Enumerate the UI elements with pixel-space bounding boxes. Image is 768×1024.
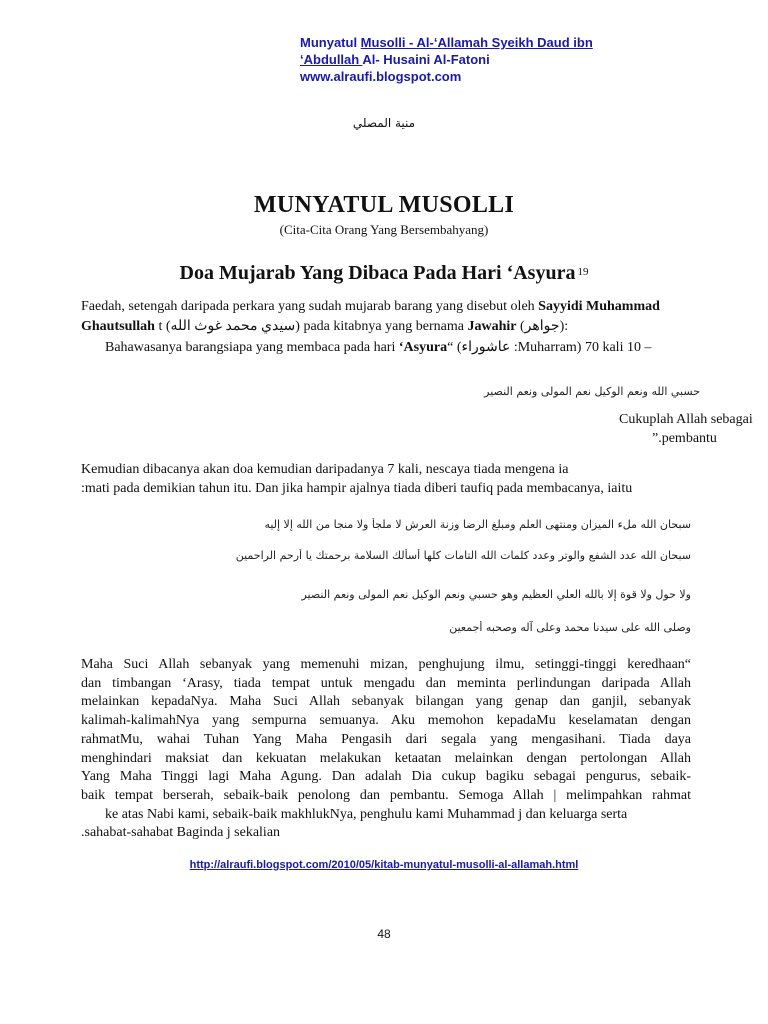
page-subtitle: (Cita-Cita Orang Yang Bersembahyang) [279, 222, 489, 237]
paragraph-text: (جواهر): [516, 319, 569, 334]
paragraph-text: Bahawasanya barangsiapa yang membaca pada hari [105, 340, 399, 355]
paragraph-faedah [81, 297, 691, 337]
arabic-dua-line: سبحان الله عدد الشفع والوتر وعدد كلمات الله التامات كلها أسألك السلامة برحمتك يا أرحم الراحمين [235, 549, 691, 562]
section-heading-text: Doa Mujarab Yang Dibaca Pada Hari ‘Asyura [179, 262, 576, 284]
translation-line: dan timbangan ‘Arasy, tiada tempat untuk mengadu dan meminta perlindungan daripada Allah [81, 675, 691, 691]
header-title-underlined: Musolli - Al-‘Allamah Syeikh Daud ibn [360, 35, 593, 50]
arabic-title: منية المصلي [352, 116, 416, 130]
page-title: MUNYATUL MUSOLLI [253, 192, 515, 218]
header-author-underlined: ‘Abdullah [300, 52, 363, 67]
bold-name: Sayyidi Muhammad Ghautsullah [81, 299, 660, 334]
paragraph-text: Faedah, setengah daripada perkara yang sudah mujarab barang yang disebut oleh [81, 299, 539, 314]
arabic-dua-line: ولا حول ولا قوة إلا بالله العلي العظيم وهو حسبي ونعم الوكيل نعم المولى ونعم النصير [301, 588, 691, 601]
translation-line: .sahabat-sahabat Baginda j sekalian [81, 825, 281, 841]
page-number: 48 [377, 927, 391, 941]
bold-asyura: ‘Asyura [398, 340, 448, 355]
paragraph-kemudian-line1: Kemudian dibacanya akan doa kemudian daripadanya 7 kali, nescaya tiada mengena ia [81, 462, 569, 477]
header-title-part: Munyatul [300, 35, 361, 50]
paragraph-text: “ (عاشوراء :Muharram) 70 kali 10 – [447, 340, 652, 355]
translation-line: menghindari maksiat dan kekuatan melakukan ketaatan melainkan dengan pertolongan Allah [81, 750, 691, 766]
bold-kitab: Jawahir [467, 319, 517, 334]
paragraph-kemudian-line2: :mati pada demikian tahun itu. Dan jika hampir ajalnya tiada diberi taufiq pada membacanya, iaitu [81, 481, 633, 496]
header-website[interactable]: www.alraufi.blogspot.com [300, 69, 462, 84]
paragraph-text: t (سيدي محمد غوث الله) pada kitabnya yang bernama [154, 319, 468, 334]
arabic-dua-line: سبحان الله ملء الميزان ومنتهى العلم ومبلغ الرضا وزنة العرش لا ملجأ ولا منجا من الله إلا إليه [264, 518, 691, 531]
translation-line: Yang Maha Tinggi lagi Maha Agung. Dan adalah Dia cukup bagiku sebagai pengurus, sebaik- [81, 769, 691, 785]
paragraph-translation [81, 656, 691, 843]
translation-line: baik tempat berserah, sebaik-baik penolong dan pembantu. Semoga Allah | melimpahkan rahmat [81, 787, 691, 803]
document-header [300, 34, 593, 85]
translation-line: Maha Suci Allah sebanyak yang memenuhi mizan, penghujung ilmu, setinggi-tinggi keredhaan“ [81, 657, 691, 672]
source-link[interactable]: http://alraufi.blogspot.com/2010/05/kitab-munyatul-musolli-al-allamah.html [189, 859, 579, 871]
section-heading [0, 262, 768, 285]
paragraph-asyura [105, 338, 705, 358]
footnote-marker[interactable]: 19 [577, 266, 589, 278]
translation-line: ke atas Nabi kami, sebaik-baik makhlukNya, penghulu kami Muhammad j dan keluarga serta [105, 806, 628, 822]
arabic-dua-line: وصلى الله على سيدنا محمد وعلى آله وصحبه أجمعين [449, 621, 691, 634]
arabic-dua-short: حسبي الله ونعم الوكيل نعم المولى ونعم النصير [484, 385, 700, 398]
translation-line: melainkan kepadaNya. Maha Suci Allah sebanyak bilangan yang genap dan ganjil, sebanyak [81, 694, 691, 710]
translation-short-line2: ”.pembantu [652, 431, 717, 446]
translation-line: rahmatMu, wahai Tuhan Yang Maha Pengasih dari segala yang mengasihani. Tiada daya [81, 731, 691, 747]
translation-line: kalimah-kalimahNya yang sempurna semuanya. Aku memohon kepadaMu keselamatan dengan [81, 713, 691, 729]
translation-short-line1: Cukuplah Allah sebagai [619, 412, 753, 427]
header-author: Al- Husaini Al-Fatoni [362, 52, 490, 67]
